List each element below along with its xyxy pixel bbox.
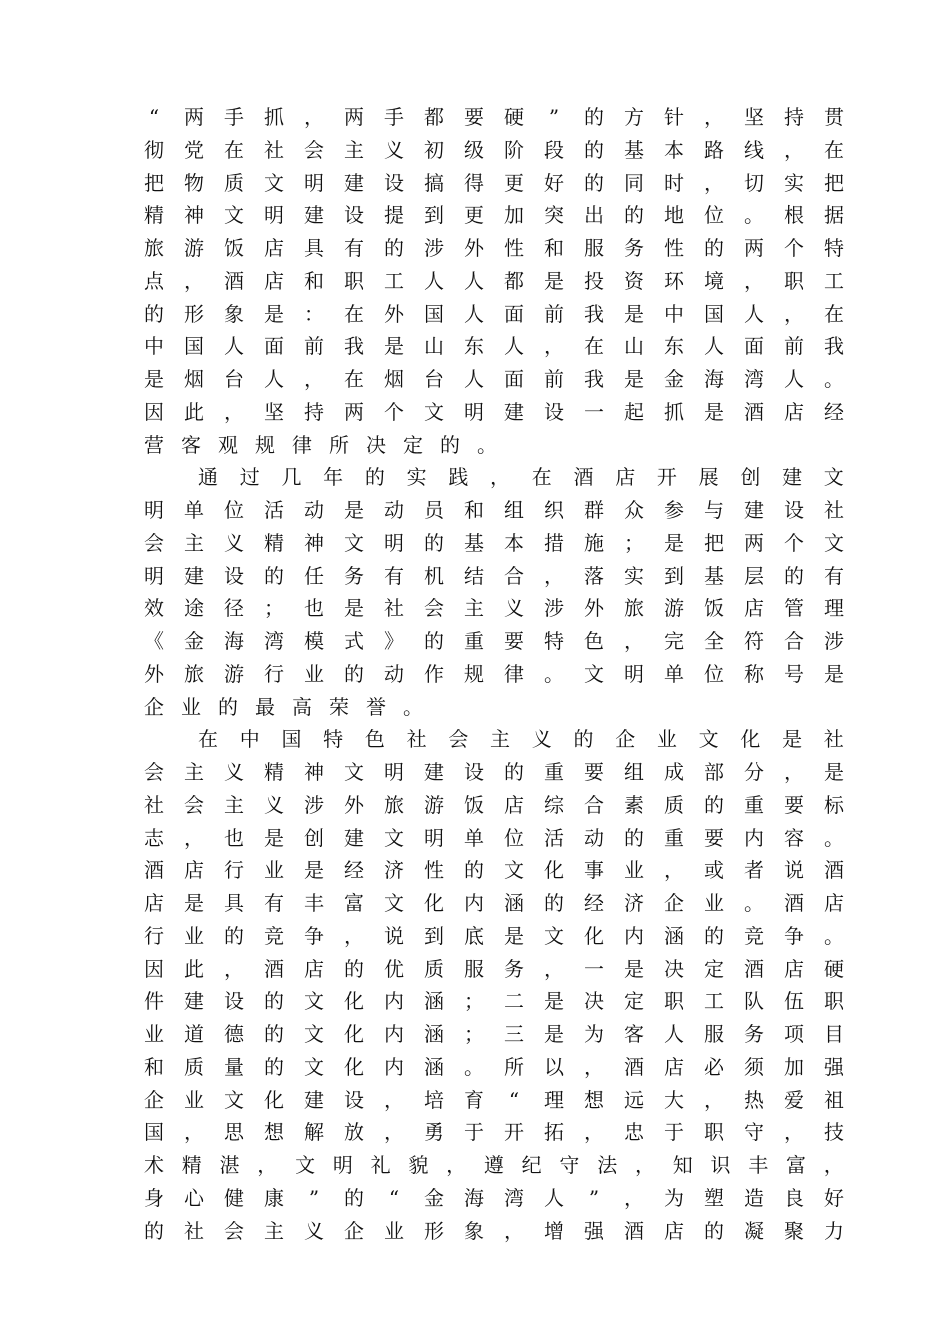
- text-line: 通 过 几 年 的 实 践 ， 在 酒 店 开 展 创 建 文: [198, 465, 844, 490]
- text-line: 彻 党 在 社 会 主 义 初 级 阶 段 的 基 本 路 线 ， 在: [144, 137, 844, 162]
- text-line: 中 国 人 面 前 我 是 山 东 人 ， 在 山 东 人 面 前 我: [144, 334, 844, 359]
- text-line: 行 业 的 竞 争 ， 说 到 底 是 文 化 内 涵 的 竞 争 。: [144, 923, 844, 948]
- text-line: 旅 游 饭 店 具 有 的 涉 外 性 和 服 务 性 的 两 个 特: [144, 236, 844, 260]
- text-line: 企 业 的 最 高 荣 誉 。: [144, 694, 423, 719]
- text-line: 把 物 质 文 明 建 设 搞 得 更 好 的 同 时 ， 切 实 把: [144, 170, 844, 195]
- text-line: 业 道 德 的 文 化 内 涵 ； 三 是 为 客 人 服 务 项 目: [144, 1022, 844, 1046]
- text-line: 明 单 位 活 动 是 动 员 和 组 织 群 众 参 与 建 设 社: [144, 498, 844, 522]
- text-line: 店 是 具 有 丰 富 文 化 内 涵 的 经 济 企 业 。 酒 店: [144, 891, 844, 915]
- text-line: 和 质 量 的 文 化 内 涵 。 所 以 ， 酒 店 必 须 加 强: [144, 1054, 844, 1079]
- text-line: 件 建 设 的 文 化 内 涵 ； 二 是 决 定 职 工 队 伍 职: [144, 989, 844, 1014]
- text-line: 是 烟 台 人 ， 在 烟 台 人 面 前 我 是 金 海 湾 人 。: [144, 367, 844, 391]
- text-line: 的 社 会 主 义 企 业 形 象 ， 增 强 酒 店 的 凝 聚 力: [144, 1218, 844, 1243]
- text-line: 国 ， 思 想 解 放 ， 勇 于 开 拓 ， 忠 于 职 守 ， 技: [144, 1120, 844, 1145]
- text-line: 的 形 象 是 ： 在 外 国 人 面 前 我 是 中 国 人 ， 在: [144, 301, 844, 326]
- text-line: 《 金 海 湾 模 式 》 的 重 要 特 色 ， 完 全 符 合 涉: [144, 629, 844, 653]
- text-line: 会 主 义 精 神 文 明 建 设 的 重 要 组 成 部 分 ， 是: [144, 760, 844, 784]
- text-line: 精 神 文 明 建 设 提 到 更 加 突 出 的 地 位 。 根 据: [144, 203, 844, 228]
- text-line: 营 客 观 规 律 所 决 定 的 。: [144, 432, 497, 457]
- text-line: 企 业 文 化 建 设 ， 培 育 “ 理 想 远 大 ， 热 爱 祖: [144, 1087, 844, 1112]
- text-line: 会 主 义 精 神 文 明 的 基 本 措 施 ； 是 把 两 个 文: [144, 530, 844, 555]
- text-line: 点 ， 酒 店 和 职 工 人 人 都 是 投 资 环 境 ， 职 工: [144, 268, 844, 293]
- text-line: “ 两 手 抓 ， 两 手 都 要 硬 ” 的 方 针 ， 坚 持 贯: [148, 105, 844, 129]
- text-line: 因 此 ， 酒 店 的 优 质 服 务 ， 一 是 决 定 酒 店 硬: [144, 956, 844, 981]
- text-line: 明 建 设 的 任 务 有 机 结 合 ， 落 实 到 基 层 的 有: [144, 563, 844, 588]
- text-line: 术 精 湛 ， 文 明 礼 貌 ， 遵 纪 守 法 ， 知 识 丰 富 ，: [144, 1153, 844, 1177]
- text-line: 效 途 径 ； 也 是 社 会 主 义 涉 外 旅 游 饭 店 管 理: [144, 596, 844, 621]
- text-line: 因 此 ， 坚 持 两 个 文 明 建 设 一 起 抓 是 酒 店 经: [144, 399, 844, 424]
- document-body: [144, 101, 844, 1247]
- text-line: 外 旅 游 行 业 的 动 作 规 律 。 文 明 单 位 称 号 是: [144, 661, 844, 686]
- text-line: 志 ， 也 是 创 建 文 明 单 位 活 动 的 重 要 内 容 。: [144, 825, 844, 850]
- text-line: 社 会 主 义 涉 外 旅 游 饭 店 综 合 素 质 的 重 要 标: [144, 792, 844, 817]
- text-line: 身 心 健 康 ” 的 “ 金 海 湾 人 ” ， 为 塑 造 良 好: [144, 1185, 844, 1210]
- text-line: 在 中 国 特 色 社 会 主 义 的 企 业 文 化 是 社: [198, 727, 844, 752]
- text-line: 酒 店 行 业 是 经 济 性 的 文 化 事 业 ， 或 者 说 酒: [144, 858, 844, 883]
